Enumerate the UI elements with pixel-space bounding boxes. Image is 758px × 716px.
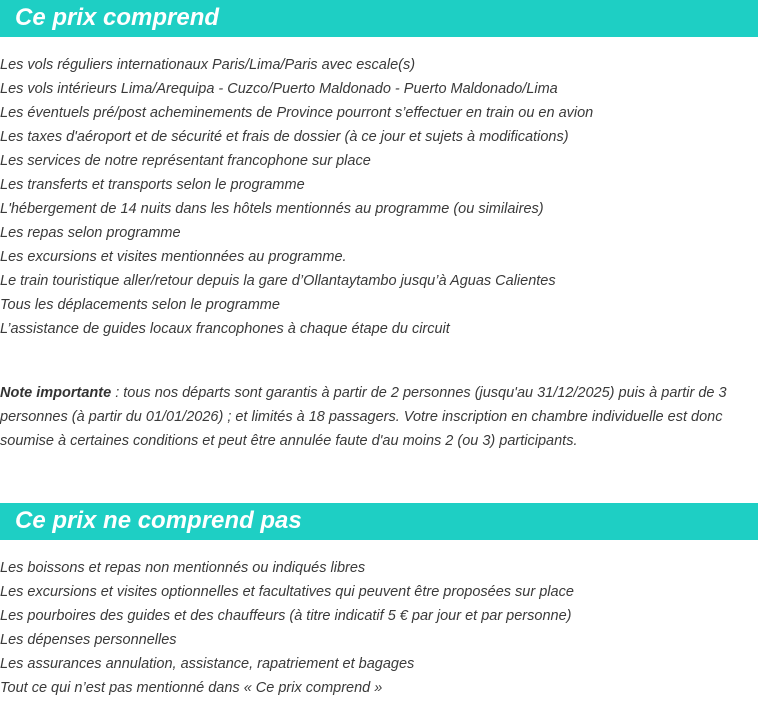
excluded-item: Les dépenses personnelles (0, 632, 177, 648)
included-item: Les taxes d'aéroport et de sécurité et frais de dossier (à ce jour et sujets à modifications) (0, 129, 569, 145)
included-item: L’assistance de guides locaux francophones à chaque étape du circuit (0, 321, 450, 337)
included-item: Les repas selon programme (0, 225, 181, 241)
included-item: Les éventuels pré/post acheminements de Province pourront s’effectuer en train ou en avion (0, 105, 594, 121)
important-note-text: : tous nos départs sont garantis à partir de 2 personnes (jusqu'au 31/12/2025) puis à partir de 3 personnes (à partir du 01/01/2026) ; et limités à 18 passagers. Votre inscription en chambre individuelle est donc soumise à certaines conditions et peut être annulée faute d'au moins 2 (ou 3) participants. (0, 385, 727, 449)
excluded-item: Tout ce qui n’est pas mentionné dans « Ce prix comprend » (0, 680, 383, 696)
excluded-item: Les assurances annulation, assistance, rapatriement et bagages (0, 656, 415, 672)
excluded-item: Les excursions et visites optionnelles et facultatives qui peuvent être proposées sur place (0, 584, 574, 600)
included-section-header (0, 0, 758, 37)
excluded-section-title: Ce prix ne comprend pas (15, 507, 302, 534)
included-item: Les transferts et transports selon le programme (0, 177, 305, 193)
included-item: Tous les déplacements selon le programme (0, 297, 280, 313)
excluded-items-list (0, 556, 758, 700)
included-item: Les excursions et visites mentionnées au programme. (0, 249, 347, 265)
included-item: Le train touristique aller/retour depuis la gare d’Ollantaytambo jusqu’à Aguas Calientes (0, 273, 556, 289)
included-items-list (0, 53, 758, 341)
included-section-title: Ce prix comprend (15, 4, 220, 31)
important-note-label: Note importante (0, 385, 112, 401)
included-item: L'hébergement de 14 nuits dans les hôtels mentionnés au programme (ou similaires) (0, 201, 544, 217)
included-item: Les services de notre représentant francophone sur place (0, 153, 371, 169)
included-item: Les vols réguliers internationaux Paris/Lima/Paris avec escale(s) (0, 57, 416, 73)
excluded-item: Les pourboires des guides et des chauffeurs (à titre indicatif 5 € par jour et par personne) (0, 608, 572, 624)
excluded-section-header (0, 503, 758, 540)
important-note (0, 381, 740, 453)
excluded-item: Les boissons et repas non mentionnés ou indiqués libres (0, 560, 366, 576)
included-item: Les vols intérieurs Lima/Arequipa - Cuzco/Puerto Maldonado - Puerto Maldonado/Lima (0, 81, 558, 97)
